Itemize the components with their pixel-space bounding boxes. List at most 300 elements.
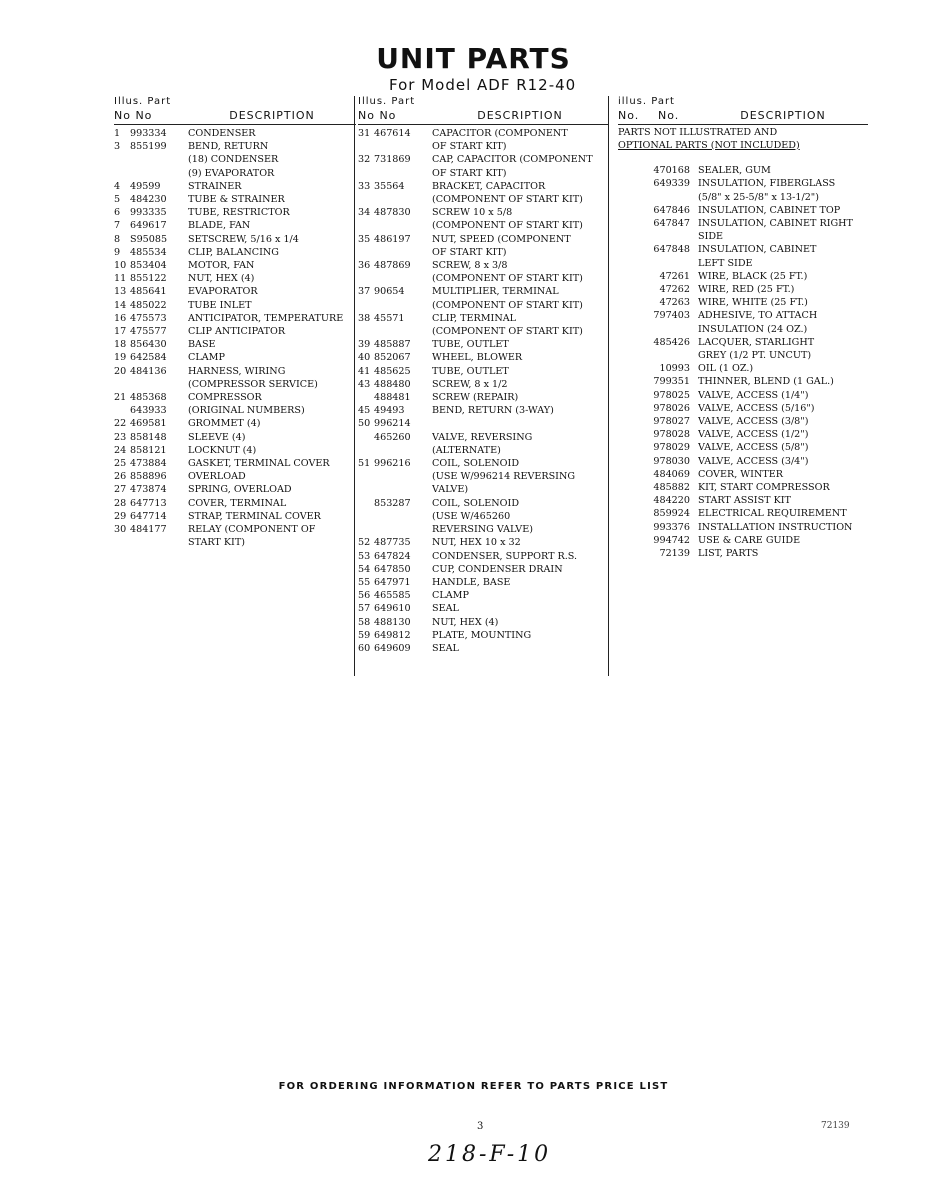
table-row <box>114 272 356 285</box>
part-description: COMPRESSOR <box>188 392 262 404</box>
illus-number: 53 <box>358 550 371 562</box>
part-number: 647848 <box>653 244 690 256</box>
part-description: NUT, HEX (4) <box>188 273 255 285</box>
table-row <box>358 563 608 576</box>
part-description: OF START KIT) <box>432 246 507 258</box>
part-description: THINNER, BLEND (1 GAL.) <box>698 376 834 388</box>
table-row <box>358 153 608 166</box>
part-description: TUBE, OUTLET <box>432 339 509 351</box>
illus-number: 40 <box>358 352 371 364</box>
illus-number <box>114 404 130 417</box>
table-row <box>618 283 868 296</box>
part-number: 47262 <box>659 284 690 296</box>
table-row <box>358 338 608 351</box>
illus-number <box>358 299 374 312</box>
table-row <box>618 441 868 454</box>
illus-number: 54 <box>358 563 371 575</box>
part-description: COVER, TERMINAL <box>188 497 287 509</box>
part-number: 485882 <box>653 482 690 494</box>
part-number: 647850 <box>374 563 411 575</box>
illus-number: 4 <box>114 180 121 192</box>
part-number <box>618 191 698 204</box>
table-row <box>618 243 868 256</box>
illus-number <box>358 523 374 536</box>
table-row <box>618 164 868 177</box>
part-number <box>374 167 432 180</box>
part-number: 731869 <box>374 154 411 166</box>
illus-number <box>358 470 374 483</box>
table-row <box>618 507 868 520</box>
part-number: 488130 <box>374 616 411 628</box>
part-number <box>618 230 698 243</box>
table-row <box>358 576 608 589</box>
illus-number: 23 <box>114 431 127 443</box>
part-number: 90654 <box>374 286 405 298</box>
illus-number: 30 <box>114 524 127 536</box>
table-row <box>618 309 868 322</box>
part-number: S95085 <box>130 233 168 245</box>
part-description: (COMPRESSOR SERVICE) <box>188 378 318 390</box>
header-no: No No <box>358 109 397 122</box>
table-row <box>358 457 608 470</box>
illus-number: 35 <box>358 233 371 245</box>
part-description: WHEEL, BLOWER <box>432 352 523 364</box>
header-no: No. <box>618 109 640 122</box>
part-number: 647714 <box>130 510 167 522</box>
column-divider <box>354 96 355 676</box>
illus-number: 24 <box>114 444 127 456</box>
illus-number: 37 <box>358 286 371 298</box>
illus-number <box>358 391 374 404</box>
part-description: SCREW, 8 x 3/8 <box>432 260 508 272</box>
part-description: VALVE, REVERSING <box>432 431 533 443</box>
part-description: SCREW (REPAIR) <box>432 392 519 404</box>
table-row <box>114 417 356 430</box>
part-number <box>618 349 698 362</box>
table-row <box>618 389 868 402</box>
table-row <box>358 272 608 285</box>
illus-number: 27 <box>114 484 127 496</box>
table-row <box>114 233 356 246</box>
illus-number <box>358 431 374 444</box>
part-number <box>374 219 432 232</box>
part-number: 485022 <box>130 299 167 311</box>
part-number: 993376 <box>653 521 690 533</box>
illus-number <box>358 193 374 206</box>
part-description: (USE W/996214 REVERSING <box>432 471 576 483</box>
part-number: 49599 <box>130 180 161 192</box>
table-row <box>114 167 356 180</box>
part-number: 485426 <box>653 336 690 348</box>
part-description: SEAL <box>432 642 459 654</box>
illus-number: 28 <box>114 497 127 509</box>
part-description: SIDE <box>698 231 724 243</box>
table-row <box>618 191 868 204</box>
part-description: MOTOR, FAN <box>188 260 255 272</box>
table-row <box>618 547 868 560</box>
illus-number <box>358 219 374 232</box>
part-number: 978025 <box>653 389 690 401</box>
part-description: WIRE, BLACK (25 FT.) <box>698 270 808 282</box>
illus-number: 17 <box>114 326 127 338</box>
part-description: CLIP ANTICIPATOR <box>188 326 286 338</box>
part-description: CLIP, TERMINAL <box>432 312 517 324</box>
part-description: COIL, SOLENOID <box>432 458 520 470</box>
table-row <box>358 193 608 206</box>
part-description: MULTIPLIER, TERMINAL <box>432 286 559 298</box>
table-row <box>358 404 608 417</box>
part-number <box>374 140 432 153</box>
part-number: 978026 <box>653 402 690 414</box>
table-row <box>358 483 608 496</box>
part-number: 486197 <box>374 233 411 245</box>
illus-number: 25 <box>114 458 127 470</box>
illus-number: 51 <box>358 458 371 470</box>
part-description: PLATE, MOUNTING <box>432 629 532 641</box>
table-row <box>114 299 356 312</box>
table-row <box>358 365 608 378</box>
part-description: WIRE, WHITE (25 FT.) <box>698 297 808 309</box>
part-number: 996214 <box>374 418 411 430</box>
illus-number: 19 <box>114 352 127 364</box>
part-number: 649609 <box>374 642 411 654</box>
part-description: NUT, HEX (4) <box>432 616 499 628</box>
table-row <box>114 470 356 483</box>
table-row <box>358 391 608 404</box>
part-number: 853287 <box>374 497 411 509</box>
part-description: LEFT SIDE <box>698 257 753 269</box>
part-number: 488480 <box>374 378 411 390</box>
part-description <box>432 417 608 430</box>
part-number: 978029 <box>653 442 690 454</box>
part-number: 852067 <box>374 352 411 364</box>
part-number: 467614 <box>374 128 411 139</box>
table-row <box>114 180 356 193</box>
illus-number: 6 <box>114 207 121 219</box>
part-number: 485641 <box>130 286 167 298</box>
table-row <box>114 285 356 298</box>
part-description: VALVE, ACCESS (5/16") <box>698 402 815 414</box>
part-description: LIST, PARTS <box>698 548 759 560</box>
table-row <box>358 246 608 259</box>
header-no: No. <box>658 109 680 122</box>
illus-number: 11 <box>114 273 127 285</box>
table-row <box>114 246 356 259</box>
part-description: BLADE, FAN <box>188 220 251 232</box>
part-number: 799351 <box>653 376 690 388</box>
table-row <box>618 534 868 547</box>
illus-number <box>114 153 130 166</box>
illus-number: 26 <box>114 471 127 483</box>
part-description: (COMPONENT OF START KIT) <box>432 220 583 232</box>
not-included-note <box>618 127 868 152</box>
part-number: 647824 <box>374 550 411 562</box>
table-row <box>618 428 868 441</box>
table-row <box>114 127 356 140</box>
table-row <box>114 536 356 549</box>
table-row <box>114 351 356 364</box>
illus-number: 7 <box>114 220 121 232</box>
part-description: HARNESS, WIRING <box>188 365 286 377</box>
illus-number: 9 <box>114 246 121 258</box>
table-row <box>114 338 356 351</box>
part-description: ELECTRICAL REQUIREMENT <box>698 508 847 520</box>
illus-number: 1 <box>114 128 121 139</box>
table-row <box>618 455 868 468</box>
illus-number: 31 <box>358 128 371 139</box>
table-row <box>618 296 868 309</box>
part-number: 647713 <box>130 497 167 509</box>
part-number: 488481 <box>374 392 411 404</box>
header-rule <box>618 124 868 125</box>
part-number <box>130 153 188 166</box>
table-row <box>358 299 608 312</box>
illus-number: 45 <box>358 405 371 417</box>
page-title: UNIT PARTS <box>376 42 571 75</box>
part-number: 858148 <box>130 431 167 443</box>
header-description: DESCRIPTION <box>740 109 826 122</box>
illus-number: 5 <box>114 194 121 206</box>
table-row <box>618 349 868 362</box>
table-row <box>358 616 608 629</box>
illus-number <box>358 325 374 338</box>
part-description: TUBE & STRAINER <box>188 194 285 206</box>
table-row <box>358 219 608 232</box>
header-row <box>358 109 608 123</box>
table-row <box>618 177 868 190</box>
table-row <box>618 362 868 375</box>
part-description: SPRING, OVERLOAD <box>188 484 292 496</box>
header-illus-part: illus. Part <box>618 96 675 107</box>
part-number: 484069 <box>653 468 690 480</box>
part-number <box>130 378 188 391</box>
table-row <box>114 259 356 272</box>
part-number <box>374 483 432 496</box>
table-row <box>618 323 868 336</box>
part-description: (ALTERNATE) <box>432 444 501 456</box>
illus-number: 41 <box>358 365 371 377</box>
illus-number <box>358 483 374 496</box>
part-number: 647846 <box>653 204 690 216</box>
part-number: 485368 <box>130 392 167 404</box>
part-number: 473874 <box>130 484 167 496</box>
part-number: 72139 <box>659 548 690 560</box>
part-description: SLEEVE (4) <box>188 431 246 443</box>
part-number: 469581 <box>130 418 167 430</box>
part-description: VALVE, ACCESS (3/4") <box>698 455 809 467</box>
part-description: SCREW 10 x 5/8 <box>432 207 513 219</box>
part-description: VALVE, ACCESS (3/8") <box>698 416 809 428</box>
table-row <box>114 219 356 232</box>
part-number: 487830 <box>374 207 411 219</box>
part-number: 487735 <box>374 537 411 549</box>
illus-number: 32 <box>358 154 371 166</box>
part-number: 465260 <box>374 431 411 443</box>
part-description: VALVE, ACCESS (1/2") <box>698 429 809 441</box>
part-description: RELAY (COMPONENT OF <box>188 524 316 536</box>
illus-number: 52 <box>358 537 371 549</box>
table-row <box>618 217 868 230</box>
part-description: OF START KIT) <box>432 141 507 153</box>
part-number: 35564 <box>374 180 405 192</box>
header-rule <box>114 124 356 125</box>
illus-number: 57 <box>358 603 371 615</box>
part-description: CLAMP <box>188 352 225 364</box>
part-number: 649617 <box>130 220 167 232</box>
part-number: 484220 <box>653 495 690 507</box>
table-row <box>618 230 868 243</box>
illus-number <box>358 272 374 285</box>
part-number: 797403 <box>653 310 690 322</box>
part-description: CAPACITOR (COMPONENT <box>432 128 568 139</box>
part-number <box>374 510 432 523</box>
table-row <box>358 233 608 246</box>
part-number: 996216 <box>374 458 411 470</box>
column-divider <box>608 96 609 676</box>
note-line: OPTIONAL PARTS (NOT INCLUDED) <box>618 139 800 151</box>
part-description: (ORIGINAL NUMBERS) <box>188 405 305 417</box>
table-row <box>114 325 356 338</box>
table-row <box>358 589 608 602</box>
illus-number: 60 <box>358 642 371 654</box>
part-description: CONDENSER <box>188 128 256 139</box>
part-description: USE & CARE GUIDE <box>698 534 801 546</box>
part-description: VALVE, ACCESS (5/8") <box>698 442 809 454</box>
table-row <box>358 180 608 193</box>
part-description: GREY (1/2 PT. UNCUT) <box>698 350 812 362</box>
part-description: WIRE, RED (25 FT.) <box>698 284 795 296</box>
part-description: LACQUER, STARLIGHT <box>698 336 815 348</box>
part-description: CUP, CONDENSER DRAIN <box>432 563 563 575</box>
part-description: KIT, START COMPRESSOR <box>698 482 830 494</box>
part-description: INSULATION (24 OZ.) <box>698 323 808 335</box>
part-number <box>374 299 432 312</box>
part-description: NUT, SPEED (COMPONENT <box>432 233 571 245</box>
header-description: DESCRIPTION <box>477 109 563 122</box>
illus-number <box>358 510 374 523</box>
illus-number: 59 <box>358 629 371 641</box>
header-illus-part: Illus. Part <box>358 96 416 107</box>
ordering-footer: FOR ORDERING INFORMATION REFER TO PARTS PRICE LIST <box>278 1081 669 1092</box>
part-description: INSULATION, FIBERGLASS <box>698 178 836 190</box>
illus-number: 58 <box>358 616 371 628</box>
part-description: TUBE INLET <box>188 299 252 311</box>
table-row <box>358 167 608 180</box>
part-description: (18) CONDENSER <box>188 154 279 166</box>
part-number: 470168 <box>653 165 690 177</box>
table-row <box>358 431 608 444</box>
table-row <box>618 521 868 534</box>
table-row <box>358 523 608 536</box>
illus-number: 39 <box>358 339 371 351</box>
illus-number <box>358 246 374 259</box>
part-description: COVER, WINTER <box>698 468 783 480</box>
illus-number: 34 <box>358 207 371 219</box>
part-number: 473884 <box>130 458 167 470</box>
table-row <box>618 204 868 217</box>
part-number <box>374 470 432 483</box>
part-description: HANDLE, BASE <box>432 576 511 588</box>
part-description: STRAINER <box>188 180 242 192</box>
part-number: 994742 <box>653 534 690 546</box>
header-description: DESCRIPTION <box>229 109 315 122</box>
illus-number: 18 <box>114 339 127 351</box>
part-description: CLAMP <box>432 590 469 602</box>
illus-number: 8 <box>114 233 121 245</box>
table-row <box>114 206 356 219</box>
part-description: LOCKNUT (4) <box>188 444 257 456</box>
part-number: 484230 <box>130 194 167 206</box>
part-description: INSULATION, CABINET TOP <box>698 204 841 216</box>
parts-list <box>114 127 356 550</box>
part-number: 49493 <box>374 405 405 417</box>
parts-column-2 <box>358 96 608 655</box>
part-number: 978030 <box>653 455 690 467</box>
table-row <box>114 153 356 166</box>
part-number: 978028 <box>653 429 690 441</box>
illus-number <box>358 140 374 153</box>
table-row <box>358 206 608 219</box>
part-description: GASKET, TERMINAL COVER <box>188 458 330 470</box>
table-row <box>358 378 608 391</box>
part-number: 485534 <box>130 246 167 258</box>
part-description: BASE <box>188 339 216 351</box>
part-number: 47261 <box>659 270 690 282</box>
part-number: 647971 <box>374 576 411 588</box>
illus-number: 33 <box>358 180 371 192</box>
part-description: SCREW, 8 x 1/2 <box>432 378 508 390</box>
part-number: 855122 <box>130 273 167 285</box>
part-number: 47263 <box>659 297 690 309</box>
part-number: 858121 <box>130 444 167 456</box>
illus-number: 22 <box>114 418 127 430</box>
page-subtitle: For Model ADF R12-40 <box>389 76 577 94</box>
table-row <box>358 351 608 364</box>
parts-column-3 <box>618 96 868 560</box>
part-description: STRAP, TERMINAL COVER <box>188 510 321 522</box>
part-number <box>374 246 432 259</box>
part-description: CLIP, BALANCING <box>188 246 279 258</box>
table-row <box>114 457 356 470</box>
part-number: 993335 <box>130 207 167 219</box>
illus-number: 3 <box>114 141 121 153</box>
part-number: 643933 <box>130 405 167 417</box>
table-row <box>358 417 608 430</box>
table-row <box>358 497 608 510</box>
part-description: (USE W/465260 <box>432 510 511 522</box>
table-row <box>618 494 868 507</box>
table-row <box>114 431 356 444</box>
table-row <box>358 510 608 523</box>
part-description: INSTALLATION INSTRUCTION <box>698 521 853 533</box>
part-number: 484136 <box>130 365 167 377</box>
illus-number: 38 <box>358 312 371 324</box>
table-row <box>358 285 608 298</box>
part-number: 649610 <box>374 603 411 615</box>
illus-number <box>358 444 374 457</box>
table-row <box>114 404 356 417</box>
parts-column-1 <box>114 96 356 550</box>
part-description: BEND, RETURN (3-WAY) <box>432 405 554 417</box>
illus-number: 55 <box>358 576 371 588</box>
table-row <box>358 444 608 457</box>
part-number: 475573 <box>130 312 167 324</box>
illus-number: 14 <box>114 299 127 311</box>
part-description: OIL (1 OZ.) <box>698 363 754 375</box>
part-number <box>130 167 188 180</box>
part-number <box>130 536 188 549</box>
part-number: 856430 <box>130 339 167 351</box>
